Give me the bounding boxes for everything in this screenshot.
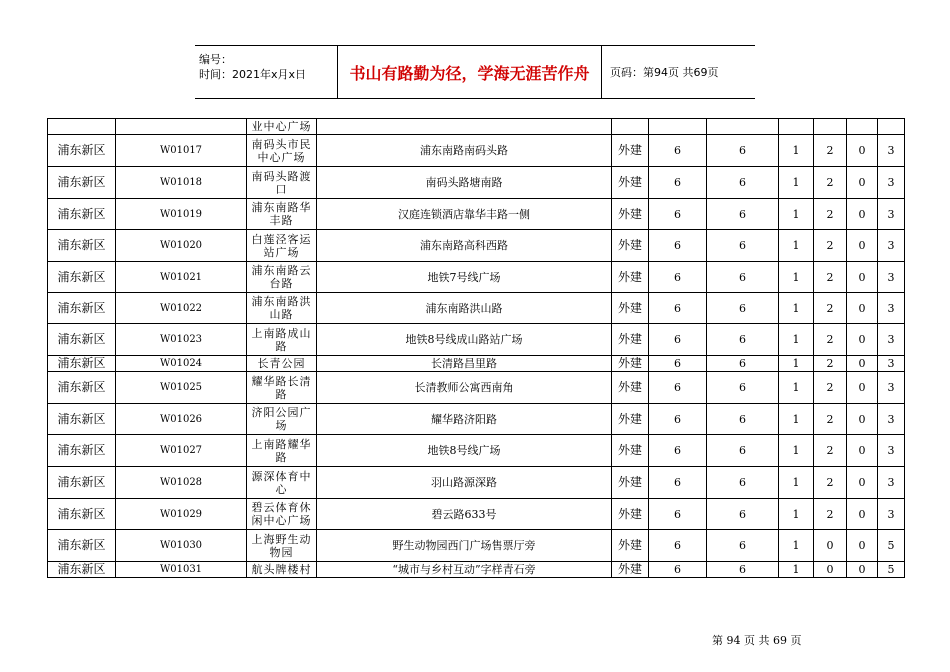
cell-type: 外建 bbox=[612, 435, 649, 467]
cell-type: 外建 bbox=[612, 167, 649, 199]
cell-location: 白莲泾客运站广场 bbox=[247, 230, 317, 262]
page-header bbox=[195, 45, 755, 99]
cell-v4: 2 bbox=[814, 262, 847, 293]
cell-code: W01029 bbox=[116, 499, 247, 530]
cell-address bbox=[317, 119, 612, 135]
cell-v3: 1 bbox=[779, 199, 814, 230]
cell-address: 耀华路济阳路 bbox=[317, 404, 612, 435]
cell-v2: 6 bbox=[707, 404, 779, 435]
cell-v6: 3 bbox=[878, 199, 905, 230]
cell-location: 上南路成山路 bbox=[247, 324, 317, 356]
cell-location: 南码头市民中心广场 bbox=[247, 135, 317, 167]
header-date: 时间：2021年x月x日 bbox=[199, 68, 307, 81]
cell-address: 地铁8号线广场 bbox=[317, 435, 612, 467]
cell-v5 bbox=[847, 119, 878, 135]
cell-v2: 6 bbox=[707, 499, 779, 530]
cell-code: W01021 bbox=[116, 262, 247, 293]
cell-v3: 1 bbox=[779, 372, 814, 404]
cell-v5: 0 bbox=[847, 262, 878, 293]
cell-address: 长清教师公寓西南角 bbox=[317, 372, 612, 404]
cell-v5: 0 bbox=[847, 167, 878, 199]
cell-v2: 6 bbox=[707, 135, 779, 167]
data-table bbox=[47, 118, 905, 578]
cell-code: W01023 bbox=[116, 324, 247, 356]
cell-v2: 6 bbox=[707, 372, 779, 404]
cell-district: 浦东新区 bbox=[48, 530, 116, 562]
cell-v2: 6 bbox=[707, 324, 779, 356]
cell-v2: 6 bbox=[707, 167, 779, 199]
cell-location: 源深体育中心 bbox=[247, 467, 317, 499]
table-row bbox=[48, 119, 905, 135]
cell-v5: 0 bbox=[847, 530, 878, 562]
cell-v3: 1 bbox=[779, 262, 814, 293]
table-row bbox=[48, 530, 905, 562]
cell-code: W01025 bbox=[116, 372, 247, 404]
cell-v4: 2 bbox=[814, 230, 847, 262]
cell-v3: 1 bbox=[779, 293, 814, 324]
cell-v6: 3 bbox=[878, 262, 905, 293]
cell-v3: 1 bbox=[779, 230, 814, 262]
cell-v5: 0 bbox=[847, 293, 878, 324]
table-row bbox=[48, 372, 905, 404]
cell-location: 碧云体育休闲中心广场 bbox=[247, 499, 317, 530]
cell-code: W01030 bbox=[116, 530, 247, 562]
table-row bbox=[48, 562, 905, 578]
cell-district: 浦东新区 bbox=[48, 562, 116, 578]
cell-type: 外建 bbox=[612, 372, 649, 404]
cell-district: 浦东新区 bbox=[48, 467, 116, 499]
cell-type bbox=[612, 119, 649, 135]
cell-code: W01027 bbox=[116, 435, 247, 467]
table-body bbox=[48, 119, 905, 578]
cell-address: 羽山路源深路 bbox=[317, 467, 612, 499]
cell-type: 外建 bbox=[612, 356, 649, 372]
cell-v3: 1 bbox=[779, 562, 814, 578]
cell-v1: 6 bbox=[649, 467, 707, 499]
cell-district: 浦东新区 bbox=[48, 199, 116, 230]
cell-location: 浦东南路华丰路 bbox=[247, 199, 317, 230]
cell-location: 长青公园 bbox=[247, 356, 317, 372]
cell-v6: 3 bbox=[878, 135, 905, 167]
cell-location: 济阳公园广场 bbox=[247, 404, 317, 435]
cell-district: 浦东新区 bbox=[48, 230, 116, 262]
cell-v4: 2 bbox=[814, 167, 847, 199]
cell-v3: 1 bbox=[779, 435, 814, 467]
cell-v2: 6 bbox=[707, 530, 779, 562]
cell-code: W01024 bbox=[116, 356, 247, 372]
cell-type: 外建 bbox=[612, 499, 649, 530]
table-row bbox=[48, 467, 905, 499]
cell-v6: 3 bbox=[878, 230, 905, 262]
cell-v3: 1 bbox=[779, 135, 814, 167]
cell-v1: 6 bbox=[649, 230, 707, 262]
cell-v4: 0 bbox=[814, 530, 847, 562]
cell-v5: 0 bbox=[847, 199, 878, 230]
cell-location: 业中心广场 bbox=[247, 119, 317, 135]
cell-v6 bbox=[878, 119, 905, 135]
cell-location: 浦东南路洪山路 bbox=[247, 293, 317, 324]
cell-code: W01026 bbox=[116, 404, 247, 435]
cell-v2: 6 bbox=[707, 230, 779, 262]
cell-v5: 0 bbox=[847, 372, 878, 404]
cell-type: 外建 bbox=[612, 467, 649, 499]
cell-type: 外建 bbox=[612, 199, 649, 230]
cell-code: W01028 bbox=[116, 467, 247, 499]
cell-location: 上海野生动物园 bbox=[247, 530, 317, 562]
cell-v1: 6 bbox=[649, 167, 707, 199]
cell-district: 浦东新区 bbox=[48, 167, 116, 199]
cell-v5: 0 bbox=[847, 499, 878, 530]
table-row bbox=[48, 135, 905, 167]
cell-district: 浦东新区 bbox=[48, 435, 116, 467]
header-page-number: 页码：第94页 共69页 bbox=[610, 66, 719, 79]
cell-v3: 1 bbox=[779, 324, 814, 356]
cell-type: 外建 bbox=[612, 530, 649, 562]
cell-type: 外建 bbox=[612, 293, 649, 324]
cell-v1: 6 bbox=[649, 356, 707, 372]
cell-v5: 0 bbox=[847, 435, 878, 467]
table-row bbox=[48, 167, 905, 199]
cell-location: 航头牌楼村 bbox=[247, 562, 317, 578]
cell-code: W01018 bbox=[116, 167, 247, 199]
header-motto: 书山有路勤为径，学海无涯苦作舟 bbox=[338, 46, 602, 98]
cell-district bbox=[48, 119, 116, 135]
cell-address: 地铁8号线成山路站广场 bbox=[317, 324, 612, 356]
cell-v4: 2 bbox=[814, 467, 847, 499]
cell-v6: 3 bbox=[878, 372, 905, 404]
cell-v1: 6 bbox=[649, 135, 707, 167]
cell-v3 bbox=[779, 119, 814, 135]
cell-address: 碧云路633号 bbox=[317, 499, 612, 530]
cell-district: 浦东新区 bbox=[48, 404, 116, 435]
cell-district: 浦东新区 bbox=[48, 324, 116, 356]
cell-v4: 2 bbox=[814, 404, 847, 435]
cell-v1: 6 bbox=[649, 199, 707, 230]
table-row bbox=[48, 499, 905, 530]
cell-v1: 6 bbox=[649, 435, 707, 467]
cell-v2: 6 bbox=[707, 199, 779, 230]
cell-address: “城市与乡村互动”字样青石旁 bbox=[317, 562, 612, 578]
cell-location: 南码头路渡口 bbox=[247, 167, 317, 199]
table-row bbox=[48, 262, 905, 293]
cell-v2: 6 bbox=[707, 356, 779, 372]
cell-v5: 0 bbox=[847, 230, 878, 262]
cell-v6: 3 bbox=[878, 467, 905, 499]
cell-address: 野生动物园西门广场售票厅旁 bbox=[317, 530, 612, 562]
cell-location: 耀华路长清路 bbox=[247, 372, 317, 404]
cell-code: W01022 bbox=[116, 293, 247, 324]
cell-v4: 2 bbox=[814, 199, 847, 230]
cell-v4: 2 bbox=[814, 293, 847, 324]
cell-v1: 6 bbox=[649, 372, 707, 404]
cell-v3: 1 bbox=[779, 467, 814, 499]
table-row bbox=[48, 230, 905, 262]
cell-v6: 3 bbox=[878, 404, 905, 435]
cell-v6: 3 bbox=[878, 324, 905, 356]
cell-v6: 3 bbox=[878, 293, 905, 324]
cell-v6: 5 bbox=[878, 530, 905, 562]
cell-v4: 2 bbox=[814, 435, 847, 467]
cell-district: 浦东新区 bbox=[48, 293, 116, 324]
cell-v6: 3 bbox=[878, 499, 905, 530]
cell-v5: 0 bbox=[847, 324, 878, 356]
cell-code: W01020 bbox=[116, 230, 247, 262]
cell-v6: 3 bbox=[878, 356, 905, 372]
cell-v5: 0 bbox=[847, 562, 878, 578]
table-row bbox=[48, 199, 905, 230]
cell-address: 地铁7号线广场 bbox=[317, 262, 612, 293]
cell-v6: 3 bbox=[878, 167, 905, 199]
cell-v6: 3 bbox=[878, 435, 905, 467]
cell-code: W01017 bbox=[116, 135, 247, 167]
cell-v4 bbox=[814, 119, 847, 135]
table-row bbox=[48, 404, 905, 435]
page-footer: 第 94 页 共 69 页 bbox=[712, 634, 802, 647]
cell-v5: 0 bbox=[847, 356, 878, 372]
cell-code: W01031 bbox=[116, 562, 247, 578]
cell-v4: 2 bbox=[814, 356, 847, 372]
table-row bbox=[48, 293, 905, 324]
cell-type: 外建 bbox=[612, 324, 649, 356]
cell-district: 浦东新区 bbox=[48, 262, 116, 293]
cell-code bbox=[116, 119, 247, 135]
cell-v3: 1 bbox=[779, 356, 814, 372]
cell-location: 上南路耀华路 bbox=[247, 435, 317, 467]
cell-location: 浦东南路云台路 bbox=[247, 262, 317, 293]
cell-address: 南码头路塘南路 bbox=[317, 167, 612, 199]
cell-v1: 6 bbox=[649, 404, 707, 435]
cell-v1: 6 bbox=[649, 530, 707, 562]
cell-v2 bbox=[707, 119, 779, 135]
cell-type: 外建 bbox=[612, 562, 649, 578]
cell-v1: 6 bbox=[649, 324, 707, 356]
cell-v2: 6 bbox=[707, 435, 779, 467]
cell-type: 外建 bbox=[612, 404, 649, 435]
cell-type: 外建 bbox=[612, 135, 649, 167]
table-row bbox=[48, 356, 905, 372]
cell-v3: 1 bbox=[779, 167, 814, 199]
cell-v4: 2 bbox=[814, 324, 847, 356]
cell-v2: 6 bbox=[707, 293, 779, 324]
cell-type: 外建 bbox=[612, 262, 649, 293]
cell-code: W01019 bbox=[116, 199, 247, 230]
cell-address: 长清路昌里路 bbox=[317, 356, 612, 372]
cell-v1: 6 bbox=[649, 562, 707, 578]
cell-type: 外建 bbox=[612, 230, 649, 262]
table-row bbox=[48, 324, 905, 356]
header-meta bbox=[195, 46, 338, 98]
cell-v1: 6 bbox=[649, 293, 707, 324]
cell-v2: 6 bbox=[707, 262, 779, 293]
cell-address: 汉庭连锁酒店靠华丰路一侧 bbox=[317, 199, 612, 230]
cell-v3: 1 bbox=[779, 404, 814, 435]
cell-v1: 6 bbox=[649, 499, 707, 530]
cell-district: 浦东新区 bbox=[48, 372, 116, 404]
cell-v4: 2 bbox=[814, 135, 847, 167]
cell-v5: 0 bbox=[847, 467, 878, 499]
cell-v4: 2 bbox=[814, 499, 847, 530]
header-number: 编号： bbox=[199, 53, 232, 66]
table-row bbox=[48, 435, 905, 467]
cell-v1 bbox=[649, 119, 707, 135]
cell-v2: 6 bbox=[707, 467, 779, 499]
cell-v4: 2 bbox=[814, 372, 847, 404]
cell-v5: 0 bbox=[847, 404, 878, 435]
cell-address: 浦东南路南码头路 bbox=[317, 135, 612, 167]
cell-address: 浦东南路洪山路 bbox=[317, 293, 612, 324]
cell-district: 浦东新区 bbox=[48, 135, 116, 167]
cell-district: 浦东新区 bbox=[48, 356, 116, 372]
cell-v3: 1 bbox=[779, 530, 814, 562]
cell-v6: 5 bbox=[878, 562, 905, 578]
cell-v2: 6 bbox=[707, 562, 779, 578]
cell-v4: 0 bbox=[814, 562, 847, 578]
cell-v3: 1 bbox=[779, 499, 814, 530]
cell-district: 浦东新区 bbox=[48, 499, 116, 530]
cell-v1: 6 bbox=[649, 262, 707, 293]
cell-v5: 0 bbox=[847, 135, 878, 167]
cell-address: 浦东南路高科西路 bbox=[317, 230, 612, 262]
